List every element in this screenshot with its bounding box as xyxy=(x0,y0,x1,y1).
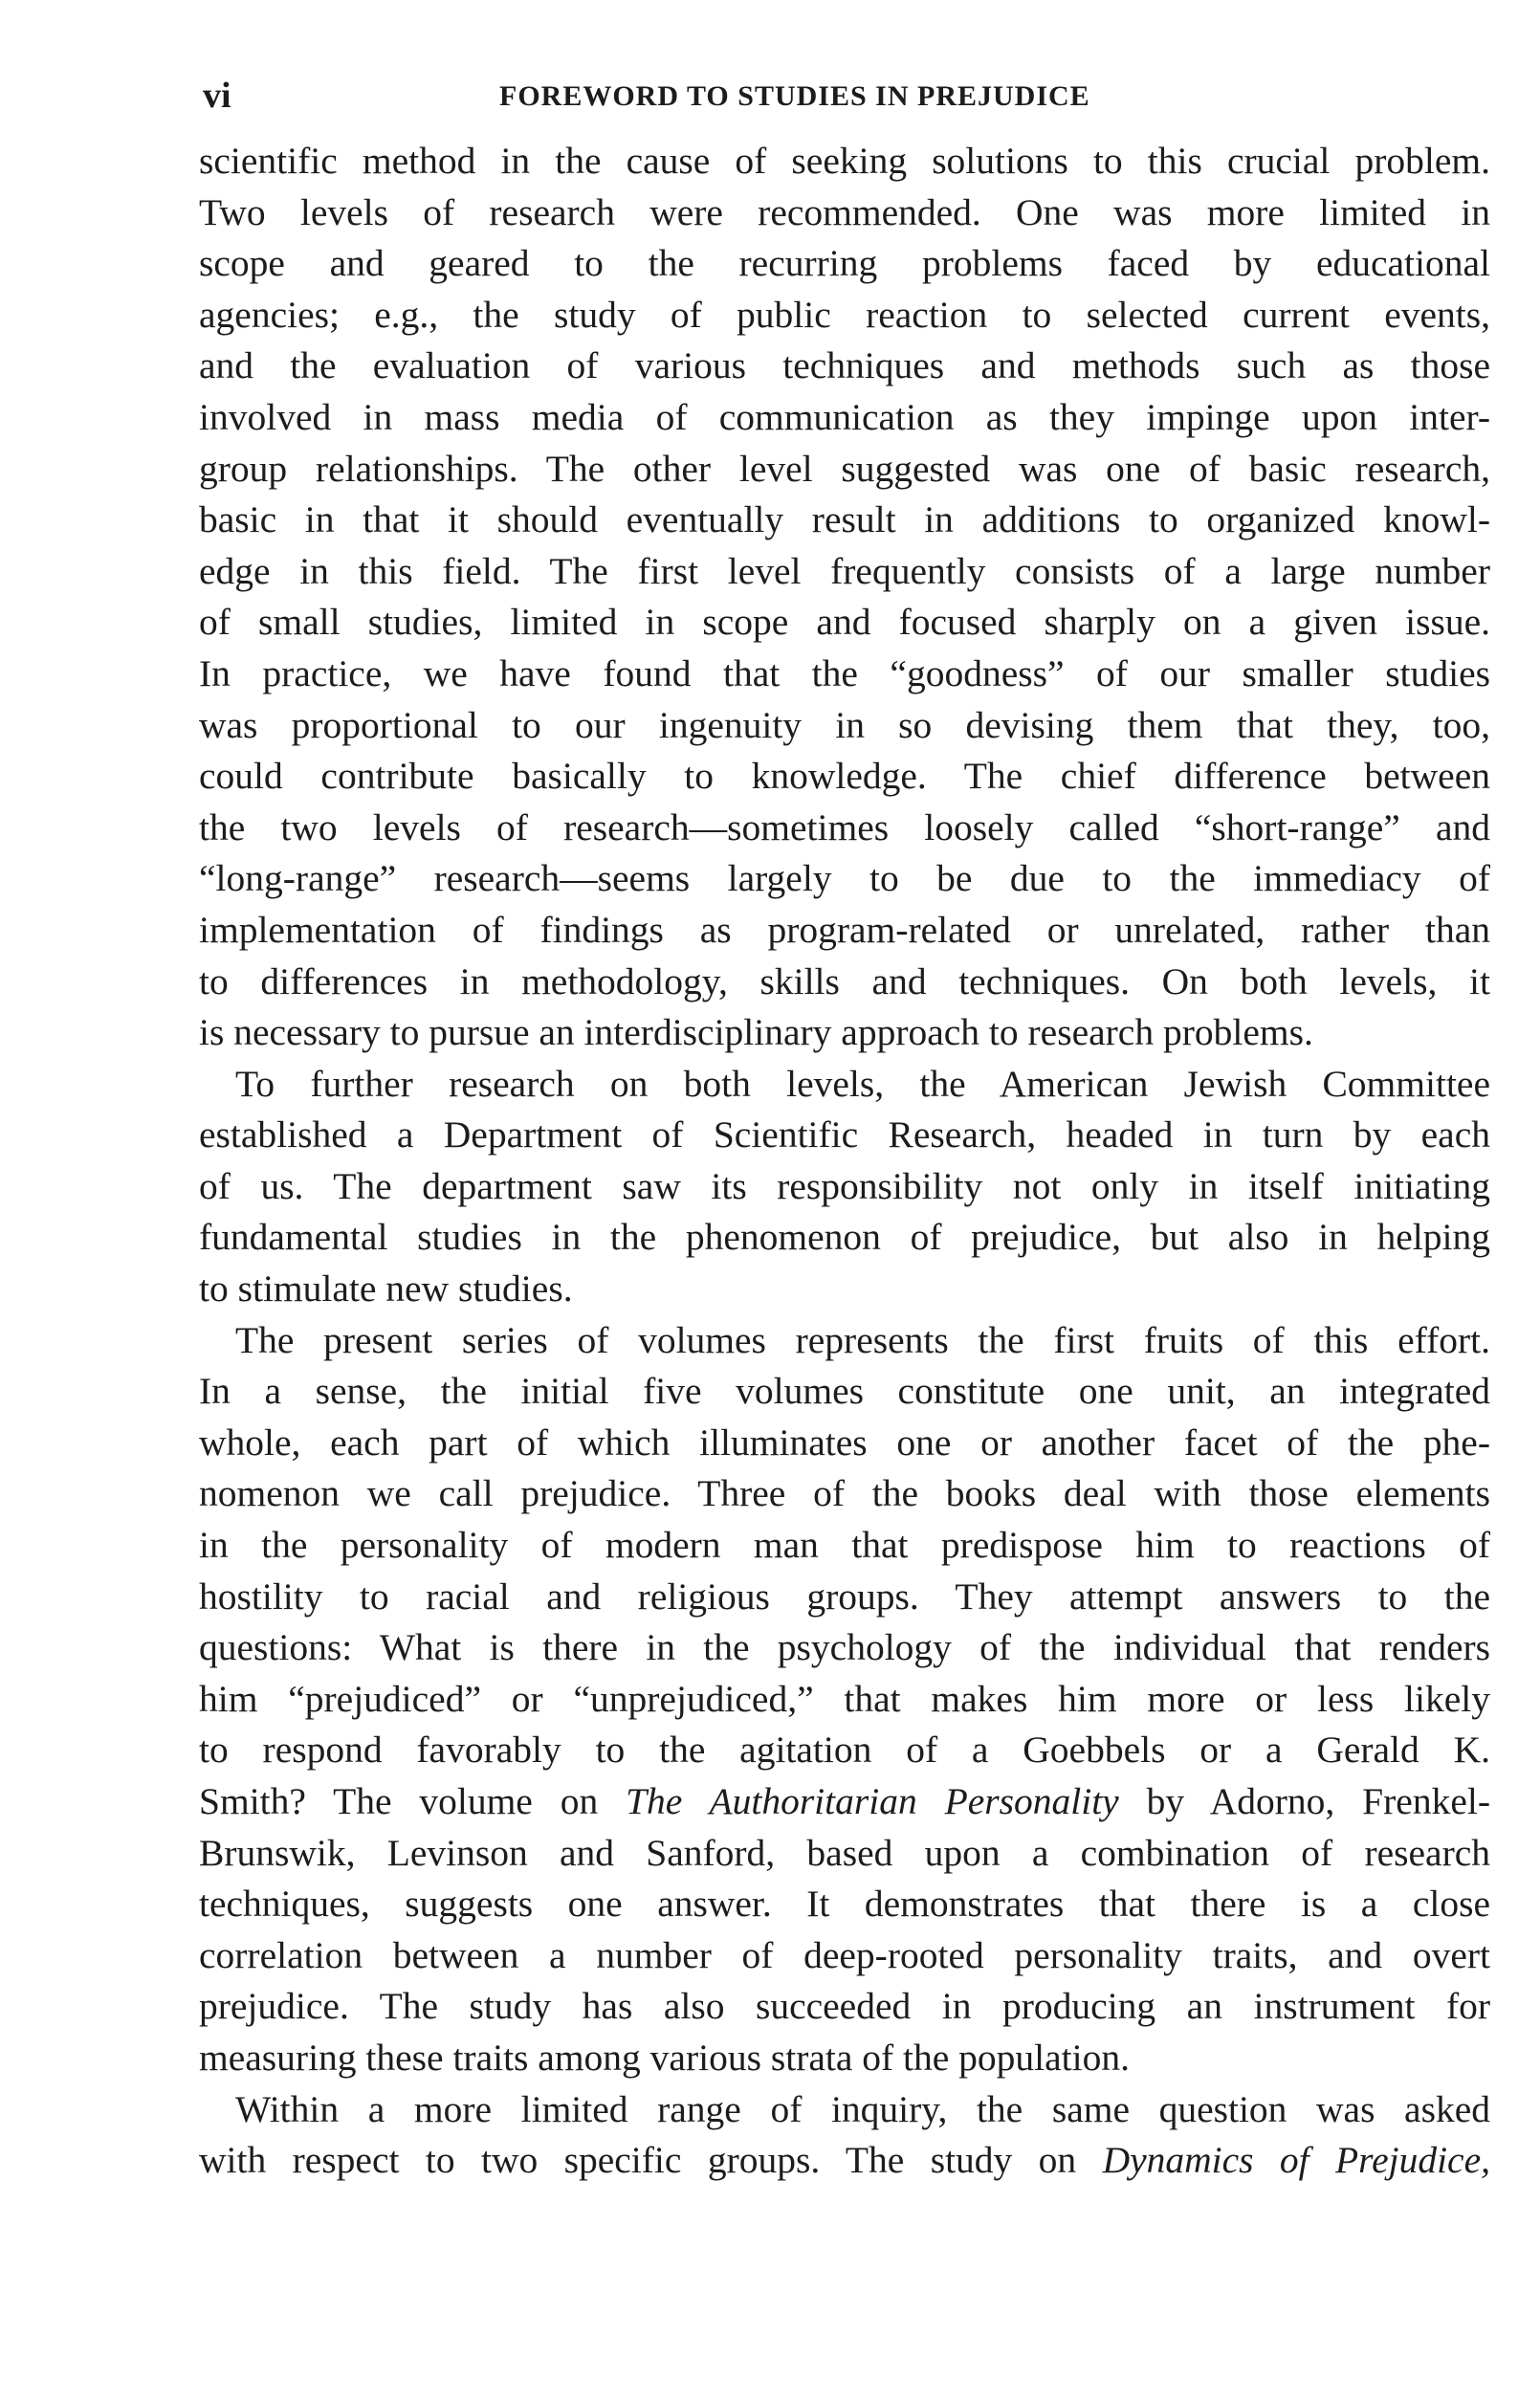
text-line: scientific method in the cause of seeking solutions to this crucial problem. xyxy=(199,140,1490,182)
text-line: The present series of volumes represents the first fruits of this effort. xyxy=(235,1318,1490,1361)
text-line: questions: What is there in the psychology of the individual that renders xyxy=(199,1626,1490,1669)
text-line: whole, each part of which illuminates one or another facet of the phe- xyxy=(199,1421,1490,1464)
text-line: him “prejudiced” or “unprejudiced,” that makes him more or less likely xyxy=(199,1677,1490,1720)
text-line: hostility to racial and religious groups. They attempt answers to the xyxy=(199,1575,1490,1618)
running-head xyxy=(203,75,1494,122)
text-line: techniques, suggests one answer. It demonstrates that there is a close xyxy=(199,1883,1490,1926)
text-line: To further research on both levels, the American Jewish Committee xyxy=(235,1062,1490,1105)
text-line: In practice, we have found that the “goodness” of our smaller studies xyxy=(199,651,1490,694)
text-line: implementation of findings as program-related or unrelated, rather than xyxy=(199,908,1490,951)
text-line: basic in that it should eventually result in additions to organized knowl- xyxy=(199,498,1490,541)
text-line: Within a more limited range of inquiry, the same question was asked xyxy=(235,2087,1490,2130)
text-line: prejudice. The study has also succeeded in producing an instrument for xyxy=(199,1985,1490,2028)
text-line: to stimulate new studies. xyxy=(199,1267,573,1311)
text-line: the two levels of research—sometimes loosely called “short-range” and xyxy=(199,805,1490,848)
running-title: FOREWORD TO STUDIES IN PREJUDICE xyxy=(499,80,1090,112)
book-title: Dynamics of Prejudice, xyxy=(1102,2139,1490,2182)
text-line: of us. The department saw its responsibility not only in itself initiating xyxy=(199,1164,1490,1207)
text-line: to differences in methodology, skills and techniques. On both levels, it xyxy=(199,959,1490,1002)
text-line: edge in this field. The first level frequently consists of a large number xyxy=(199,549,1490,592)
body-text xyxy=(199,136,1490,2187)
text-line: in the personality of modern man that predispose him to reactions of xyxy=(199,1524,1490,1567)
text-line: involved in mass media of communication as they impinge upon inter- xyxy=(199,395,1490,438)
text-line: was proportional to our ingenuity in so devising them that they, too, xyxy=(199,703,1490,746)
text-line xyxy=(199,1776,1490,1828)
book-title: The Authoritarian Personality xyxy=(626,1780,1119,1822)
text-line: agencies; e.g., the study of public reaction to selected current events, xyxy=(199,293,1490,336)
text-line: of small studies, limited in scope and focused sharply on a given issue. xyxy=(199,601,1490,644)
text-line: correlation between a number of deep-rooted personality traits, and overt xyxy=(199,1933,1490,1976)
text-line: is necessary to pursue an interdisciplinary approach to research problems. xyxy=(199,1011,1313,1054)
text-line: fundamental studies in the phenomenon of prejudice, but also in helping xyxy=(199,1216,1490,1259)
text-line: could contribute basically to knowledge. The chief difference between xyxy=(199,755,1490,798)
text-line: and the evaluation of various techniques and methods such as those xyxy=(199,344,1490,387)
text-line: Two levels of research were recommended. One was more limited in xyxy=(199,190,1490,233)
text-segment: with respect to two specific groups. The study on xyxy=(199,2139,1103,2182)
text-line: to respond favorably to the agitation of a Goebbels or a Gerald K. xyxy=(199,1729,1490,1772)
text-line: established a Department of Scientific Research, headed in turn by each xyxy=(199,1113,1490,1156)
text-line: Brunswik, Levinson and Sanford, based upon a combination of research xyxy=(199,1831,1490,1874)
text-line xyxy=(199,2135,1490,2187)
text-line: group relationships. The other level suggested was one of basic research, xyxy=(199,447,1490,490)
text-line: In a sense, the initial five volumes constitute one unit, an integrated xyxy=(199,1370,1490,1413)
text-line: “long-range” research—seems largely to be due to the immediacy of xyxy=(199,857,1490,900)
text-segment: Smith? The volume on xyxy=(199,1780,627,1822)
text-segment: by Adorno, Frenkel- xyxy=(1118,1780,1490,1822)
text-line: nomenon we call prejudice. Three of the books deal with those elements xyxy=(199,1472,1490,1515)
page-number: vi xyxy=(203,76,231,116)
text-line: scope and geared to the recurring problems faced by educational xyxy=(199,242,1490,285)
text-line: measuring these traits among various strata of the population. xyxy=(199,2036,1130,2079)
